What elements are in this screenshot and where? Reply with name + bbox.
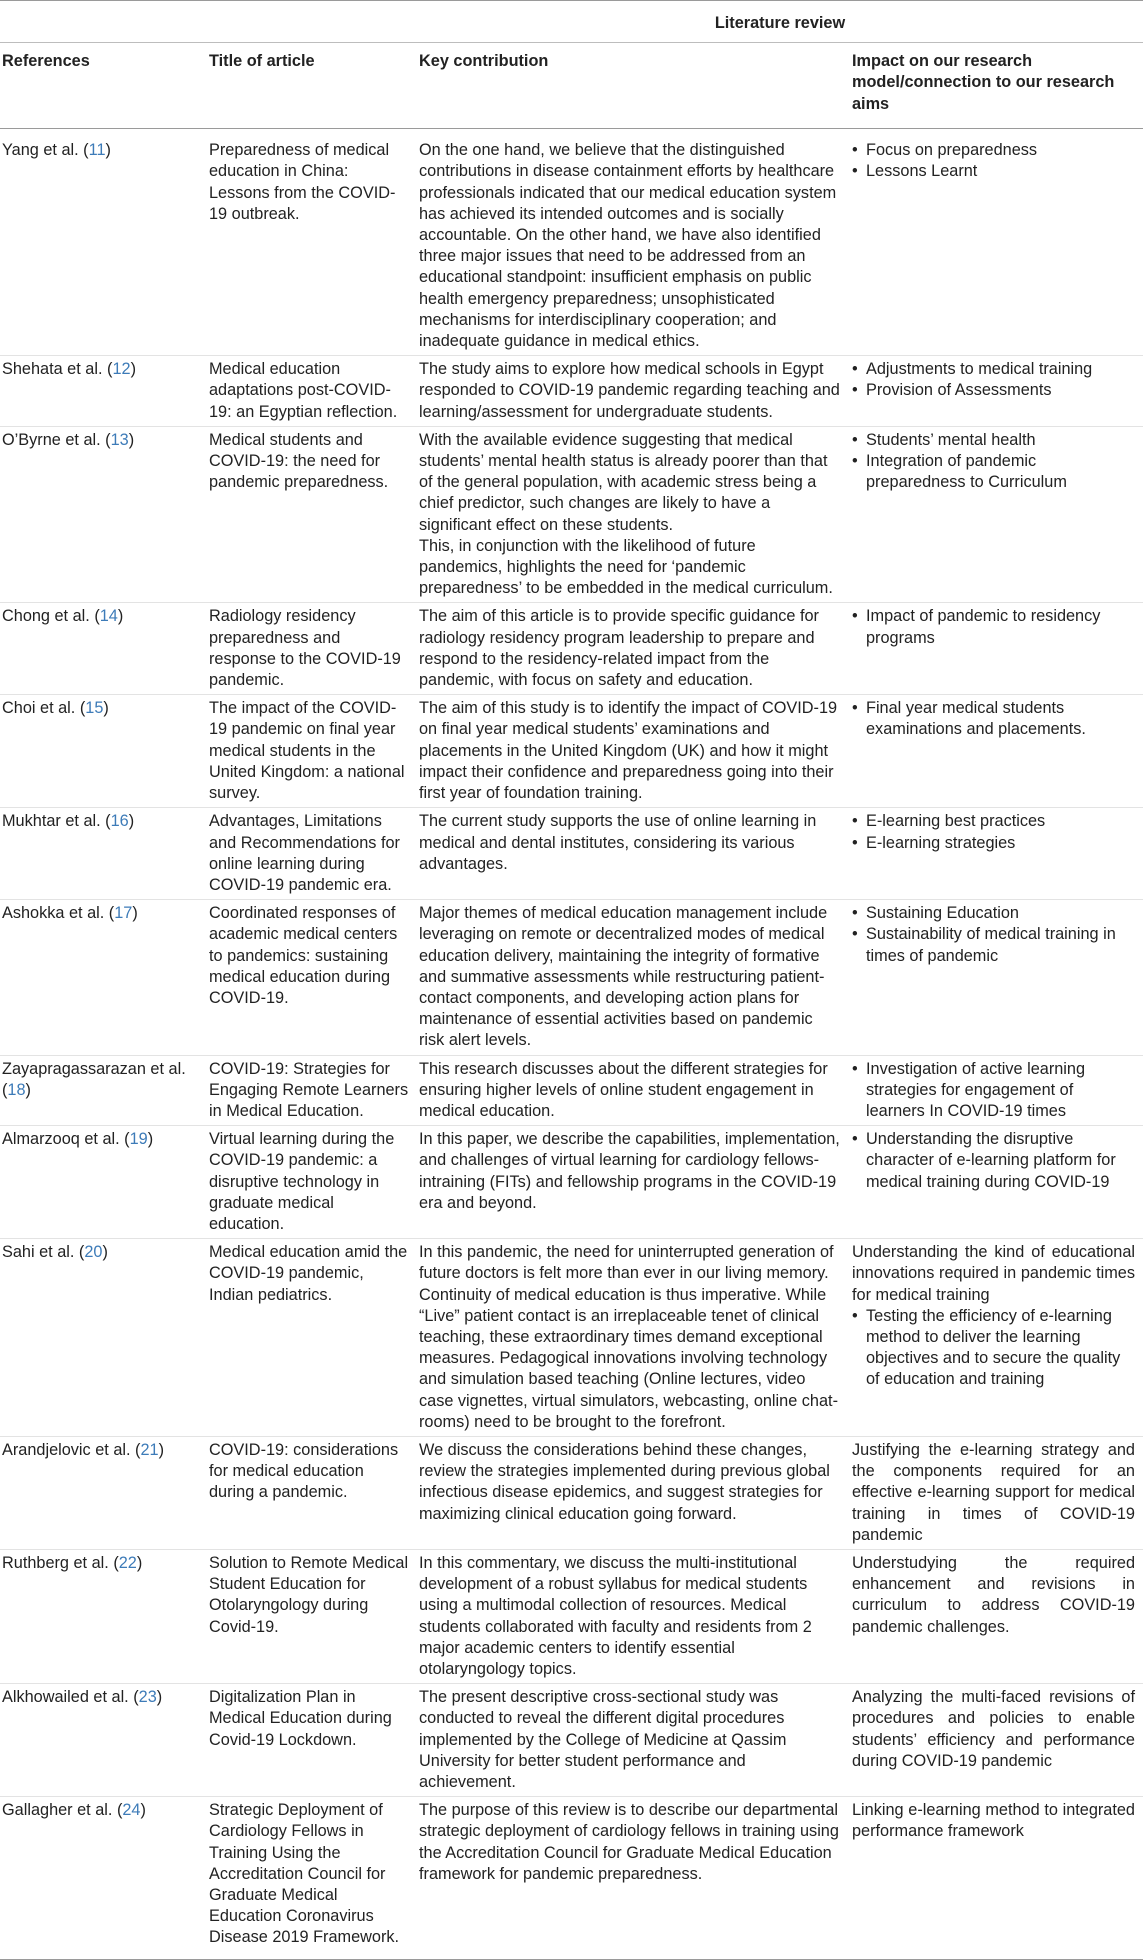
- table-row: [0, 695, 1143, 808]
- reference-author: Sahi et al. (: [2, 1243, 85, 1262]
- column-header-impact: Impact on our research model/connection to our research aims: [850, 43, 1143, 129]
- citation-link[interactable]: 24: [122, 1801, 141, 1820]
- reference-cell: [0, 1684, 207, 1797]
- citation-link[interactable]: 16: [110, 812, 129, 831]
- article-title: Virtual learning during the COVID-19 pandemic: a disruptive technology in graduate medical education.: [207, 1126, 417, 1239]
- impact-text: Understanding the kind of educational innovations required in pandemic times for medical training: [852, 1243, 1135, 1304]
- reference-cell: [0, 129, 207, 356]
- reference-cell: [0, 1550, 207, 1684]
- impact-bullet: • Lessons Learnt: [852, 161, 1135, 182]
- table-row: [0, 808, 1143, 900]
- key-contribution: [417, 1550, 850, 1684]
- span-header: Literature review: [417, 1, 1143, 43]
- reference-author: O’Byrne et al. (: [2, 430, 111, 449]
- impact-bullet: • Focus on preparedness: [852, 140, 1135, 161]
- table-row: [0, 426, 1143, 603]
- reference-cell: [0, 808, 207, 900]
- reference-author: Almarzooq et al. (: [2, 1130, 130, 1149]
- citation-link[interactable]: 20: [84, 1243, 103, 1262]
- article-title: Medical education adaptations post-COVID-19: an Egyptian reflection.: [207, 356, 417, 427]
- article-title: COVID-19: considerations for medical education during a pandemic.: [207, 1436, 417, 1549]
- reference-cell: [0, 900, 207, 1055]
- article-title: The impact of the COVID-19 pandemic on final year medical students in the United Kingdom: a national survey.: [207, 695, 417, 808]
- contribution-paragraph: Major themes of medical education management include leveraging on remote or decentralized modes of medical education delivery, maintaining the integrity of formative and summative assessments while restructuring patient-contact components, and developing action plans for maintenance of essential activities based on pandemic risk alert levels.: [419, 904, 828, 1050]
- impact-bullet: • Provision of Assessments: [852, 380, 1135, 401]
- table-header: [0, 1, 1143, 129]
- table-body: [0, 129, 1143, 1959]
- article-title: Radiology residency preparedness and response to the COVID-19 pandemic.: [207, 603, 417, 695]
- contribution-paragraph: The purpose of this review is to describe our departmental strategic deployment of cardiology fellows in training using the Accreditation Council for Graduate Medical Education framework for pandemic preparedness.: [419, 1801, 839, 1883]
- article-title: Coordinated responses of academic medical centers to pandemics: sustaining medical education during COVID-19.: [207, 900, 417, 1055]
- reference-close: ): [25, 1080, 31, 1099]
- contribution-paragraph: On the one hand, we believe that the distinguished contributions in disease containment efforts by healthcare professionals indicated that our medical education system has achieved its intended outcomes and is socially accountable. On the other hand, we have also identified three major issues that need to be addressed from an educational standpoint: insufficient emphasis on public health emergency preparedness; unsophisticated mechanisms for interdisciplinary cooperation; and inadequate guidance in medical ethics.: [419, 141, 837, 351]
- contribution-paragraph: This research discusses about the different strategies for ensuring higher levels of online student engagement in medical education.: [419, 1059, 828, 1120]
- citation-link[interactable]: 14: [99, 607, 118, 626]
- reference-cell: [0, 1055, 207, 1126]
- impact-cell: [850, 1550, 1143, 1684]
- article-title: Preparedness of medical education in China: Lessons from the COVID-19 outbreak.: [207, 129, 417, 356]
- contribution-paragraph: The aim of this article is to provide specific guidance for radiology residency program leadership to prepare and respond to the residency-related impact from the pandemic, with focus on safety and education.: [419, 607, 819, 690]
- key-contribution: [417, 695, 850, 808]
- impact-cell: [850, 1436, 1143, 1549]
- key-contribution: [417, 1797, 850, 1959]
- reference-cell: [0, 1126, 207, 1239]
- impact-bullet-list: [852, 1306, 1135, 1391]
- impact-cell: [850, 695, 1143, 808]
- citation-link[interactable]: 13: [110, 430, 129, 449]
- reference-close: ): [158, 1440, 165, 1459]
- citation-link[interactable]: 11: [88, 141, 106, 160]
- impact-cell: [850, 129, 1143, 356]
- reference-author: Chong et al. (: [2, 607, 100, 626]
- contribution-paragraph: With the available evidence suggesting that medical students’ mental health status is already poorer than that of the general population, with academic stress being a chief predictor, such changes are likely to have a significant effect on these students.: [419, 430, 828, 534]
- impact-bullet: • E-learning strategies: [852, 833, 1135, 854]
- citation-link[interactable]: 22: [118, 1554, 137, 1572]
- impact-bullet-list: [852, 1059, 1135, 1123]
- table-row: [0, 356, 1143, 427]
- impact-bullet: • Impact of pandemic to residency programs: [852, 606, 1135, 648]
- impact-cell: [850, 808, 1143, 900]
- impact-cell: [850, 1797, 1143, 1959]
- reference-cell: [0, 426, 207, 603]
- reference-author: Arandjelovic et al. (: [2, 1440, 141, 1459]
- reference-close: ): [140, 1801, 146, 1820]
- reference-close: ): [105, 141, 111, 160]
- impact-cell: [850, 356, 1143, 427]
- reference-author: Gallagher et al. (: [2, 1801, 123, 1820]
- key-contribution: [417, 1239, 850, 1437]
- impact-bullet: • E-learning best practices: [852, 811, 1135, 832]
- key-contribution: [417, 603, 850, 695]
- column-header-references: References: [0, 43, 207, 129]
- impact-bullet-list: [852, 811, 1135, 853]
- key-contribution: [417, 426, 850, 603]
- reference-close: ): [132, 904, 138, 923]
- impact-bullet-list: [852, 140, 1135, 182]
- table-row: [0, 1126, 1143, 1239]
- impact-bullet: • Students’ mental health: [852, 430, 1135, 451]
- impact-bullet: • Final year medical students examinations and placements.: [852, 698, 1135, 740]
- table-row: [0, 1550, 1143, 1684]
- impact-text: Linking e-learning method to integrated performance framework: [852, 1801, 1135, 1841]
- table-row: [0, 1797, 1143, 1959]
- reference-author: Zayapragassarazan et al. (: [2, 1059, 186, 1099]
- article-title: COVID-19: Strategies for Engaging Remote Learners in Medical Education.: [207, 1055, 417, 1126]
- reference-cell: [0, 603, 207, 695]
- impact-cell: [850, 1126, 1143, 1239]
- reference-close: ): [136, 1554, 143, 1572]
- article-title: Digitalization Plan in Medical Education during Covid-19 Lockdown.: [207, 1684, 417, 1797]
- table-row: [0, 1239, 1143, 1437]
- impact-bullet: • Adjustments to medical training: [852, 359, 1135, 380]
- column-header-title: Title of article: [207, 43, 417, 129]
- impact-bullet-list: [852, 359, 1135, 401]
- impact-bullet-list: [852, 430, 1135, 494]
- contribution-paragraph: In this commentary, we discuss the multi-institutional development of a robust syllabus for medical students using a multimodal collection of resources. Medical students collaborated with faculty and residents from 2 major academic centers to identify essential otolaryngology topics.: [419, 1554, 812, 1679]
- impact-cell: [850, 1055, 1143, 1126]
- impact-cell: [850, 900, 1143, 1055]
- citation-link[interactable]: 23: [138, 1688, 157, 1707]
- impact-text: Analyzing the multi-faced revisions of procedures and policies to enable students’ efficiency and performance during COVID-19 pandemic: [852, 1688, 1135, 1770]
- impact-bullet-list: [852, 606, 1135, 648]
- key-contribution: [417, 1055, 850, 1126]
- column-header-contribution: Key contribution: [417, 43, 850, 129]
- reference-author: Choi et al. (: [2, 699, 86, 718]
- reference-author: Ashokka et al. (: [2, 904, 115, 923]
- citation-link[interactable]: 15: [85, 699, 104, 718]
- impact-bullet: • Understanding the disruptive character of e-learning platform for medical training during COVID-19: [852, 1129, 1135, 1193]
- reference-close: ): [147, 1130, 154, 1149]
- contribution-paragraph: This, in conjunction with the likelihood of future pandemics, highlights the need for ‘pandemic preparedness’ to be embedded in the medical curriculum.: [419, 536, 833, 598]
- impact-cell: [850, 603, 1143, 695]
- impact-bullet: • Investigation of active learning strategies for engagement of learners In COVID-19 times: [852, 1059, 1135, 1123]
- citation-link[interactable]: 21: [140, 1440, 159, 1459]
- impact-text: Understudying the required enhancement and revisions in curriculum to address COVID-19 pandemic challenges.: [852, 1554, 1135, 1636]
- reference-close: ): [102, 1243, 108, 1262]
- reference-close: ): [117, 607, 124, 626]
- contribution-paragraph: The aim of this study is to identify the impact of COVID-19 on final year medical students’ examinations and placements in the United Kingdom (UK) and how it might impact their confidence and preparedness going into their first year of foundation training.: [419, 699, 838, 803]
- key-contribution: [417, 808, 850, 900]
- reference-cell: [0, 356, 207, 427]
- reference-close: ): [130, 360, 136, 379]
- impact-bullet-list: [852, 1129, 1135, 1193]
- citation-link[interactable]: 18: [7, 1080, 26, 1099]
- contribution-paragraph: We discuss the considerations behind these changes, review the strategies implemented during previous global infectious disease epidemics, and suggest strategies for maximizing clinical education going forward.: [419, 1440, 830, 1523]
- impact-text: Justifying the e-learning strategy and the components required for an effective e-learning support for medical training in times of COVID-19 pandemic: [852, 1440, 1135, 1544]
- article-title: Medical education amid the COVID-19 pandemic, Indian pediatrics.: [207, 1239, 417, 1437]
- contribution-paragraph: In this pandemic, the need for uninterrupted generation of future doctors is felt more than ever in our living memory. Continuity of medical education is thus imperative. While “Live” patient contact is an irreplaceable tenet of clinical teaching, these extraordinary times demand exceptional measures. Pedagogical innovations involving technology and simulation based teaching (Online lectures, video case vignettes, virtual simulators, webcasting, online chat-rooms) need to be brought to the forefront.: [419, 1243, 838, 1431]
- impact-bullet: • Sustaining Education: [852, 903, 1135, 924]
- impact-cell: [850, 426, 1143, 603]
- reference-author: Alkhowailed et al. (: [2, 1688, 139, 1707]
- reference-cell: [0, 695, 207, 808]
- citation-link[interactable]: 12: [112, 360, 131, 379]
- table-row: [0, 900, 1143, 1055]
- reference-cell: [0, 1797, 207, 1959]
- citation-link[interactable]: 19: [129, 1130, 148, 1149]
- reference-author: Mukhtar et al. (: [2, 812, 111, 831]
- impact-bullet: • Sustainability of medical training in times of pandemic: [852, 924, 1135, 966]
- article-title: Solution to Remote Medical Student Education for Otolaryngology during Covid-19.: [207, 1550, 417, 1684]
- key-contribution: [417, 129, 850, 356]
- article-title: Advantages, Limitations and Recommendations for online learning during COVID-19 pandemic era.: [207, 808, 417, 900]
- impact-bullet-list: [852, 698, 1135, 740]
- table-row: [0, 129, 1143, 356]
- citation-link[interactable]: 17: [114, 904, 133, 923]
- impact-bullet: • Integration of pandemic preparedness to Curriculum: [852, 451, 1135, 493]
- contribution-paragraph: The present descriptive cross-sectional study was conducted to reveal the different digital procedures implemented by the College of Medicine at Qassim University for better student performance and achievement.: [419, 1688, 787, 1792]
- contribution-paragraph: In this paper, we describe the capabilities, implementation, and challenges of virtual learning for cardiology fellows-intraining (FITs) and fellowship programs in the COVID-19 era and beyond.: [419, 1130, 840, 1212]
- contribution-paragraph: The current study supports the use of online learning in medical and dental institutes, considering its various advantages.: [419, 812, 817, 873]
- impact-bullet: • Testing the efficiency of e-learning method to deliver the learning objectives and to secure the quality of education and training: [852, 1306, 1135, 1391]
- reference-author: Yang et al. (: [2, 141, 89, 160]
- reference-cell: [0, 1239, 207, 1437]
- key-contribution: [417, 356, 850, 427]
- reference-close: ): [103, 699, 109, 718]
- reference-cell: [0, 1436, 207, 1549]
- impact-cell: [850, 1239, 1143, 1437]
- reference-author: Shehata et al. (: [2, 360, 113, 379]
- article-title: Strategic Deployment of Cardiology Fellows in Training Using the Accreditation Council for Graduate Medical Education Coronavirus Disease 2019 Framework.: [207, 1797, 417, 1959]
- key-contribution: [417, 900, 850, 1055]
- reference-author: Ruthberg et al. (: [2, 1554, 119, 1572]
- key-contribution: [417, 1436, 850, 1549]
- reference-close: ): [128, 812, 135, 831]
- reference-close: ): [128, 430, 135, 449]
- reference-close: ): [156, 1688, 163, 1707]
- table-row: [0, 1055, 1143, 1126]
- impact-bullet-list: [852, 903, 1135, 967]
- table-row: [0, 603, 1143, 695]
- contribution-paragraph: The study aims to explore how medical schools in Egypt responded to COVID-19 pandemic regarding teaching and learning/assessment for undergraduate students.: [419, 360, 840, 421]
- table-row: [0, 1436, 1143, 1549]
- table-row: [0, 1684, 1143, 1797]
- key-contribution: [417, 1684, 850, 1797]
- key-contribution: [417, 1126, 850, 1239]
- impact-cell: [850, 1684, 1143, 1797]
- article-title: Medical students and COVID-19: the need for pandemic preparedness.: [207, 426, 417, 603]
